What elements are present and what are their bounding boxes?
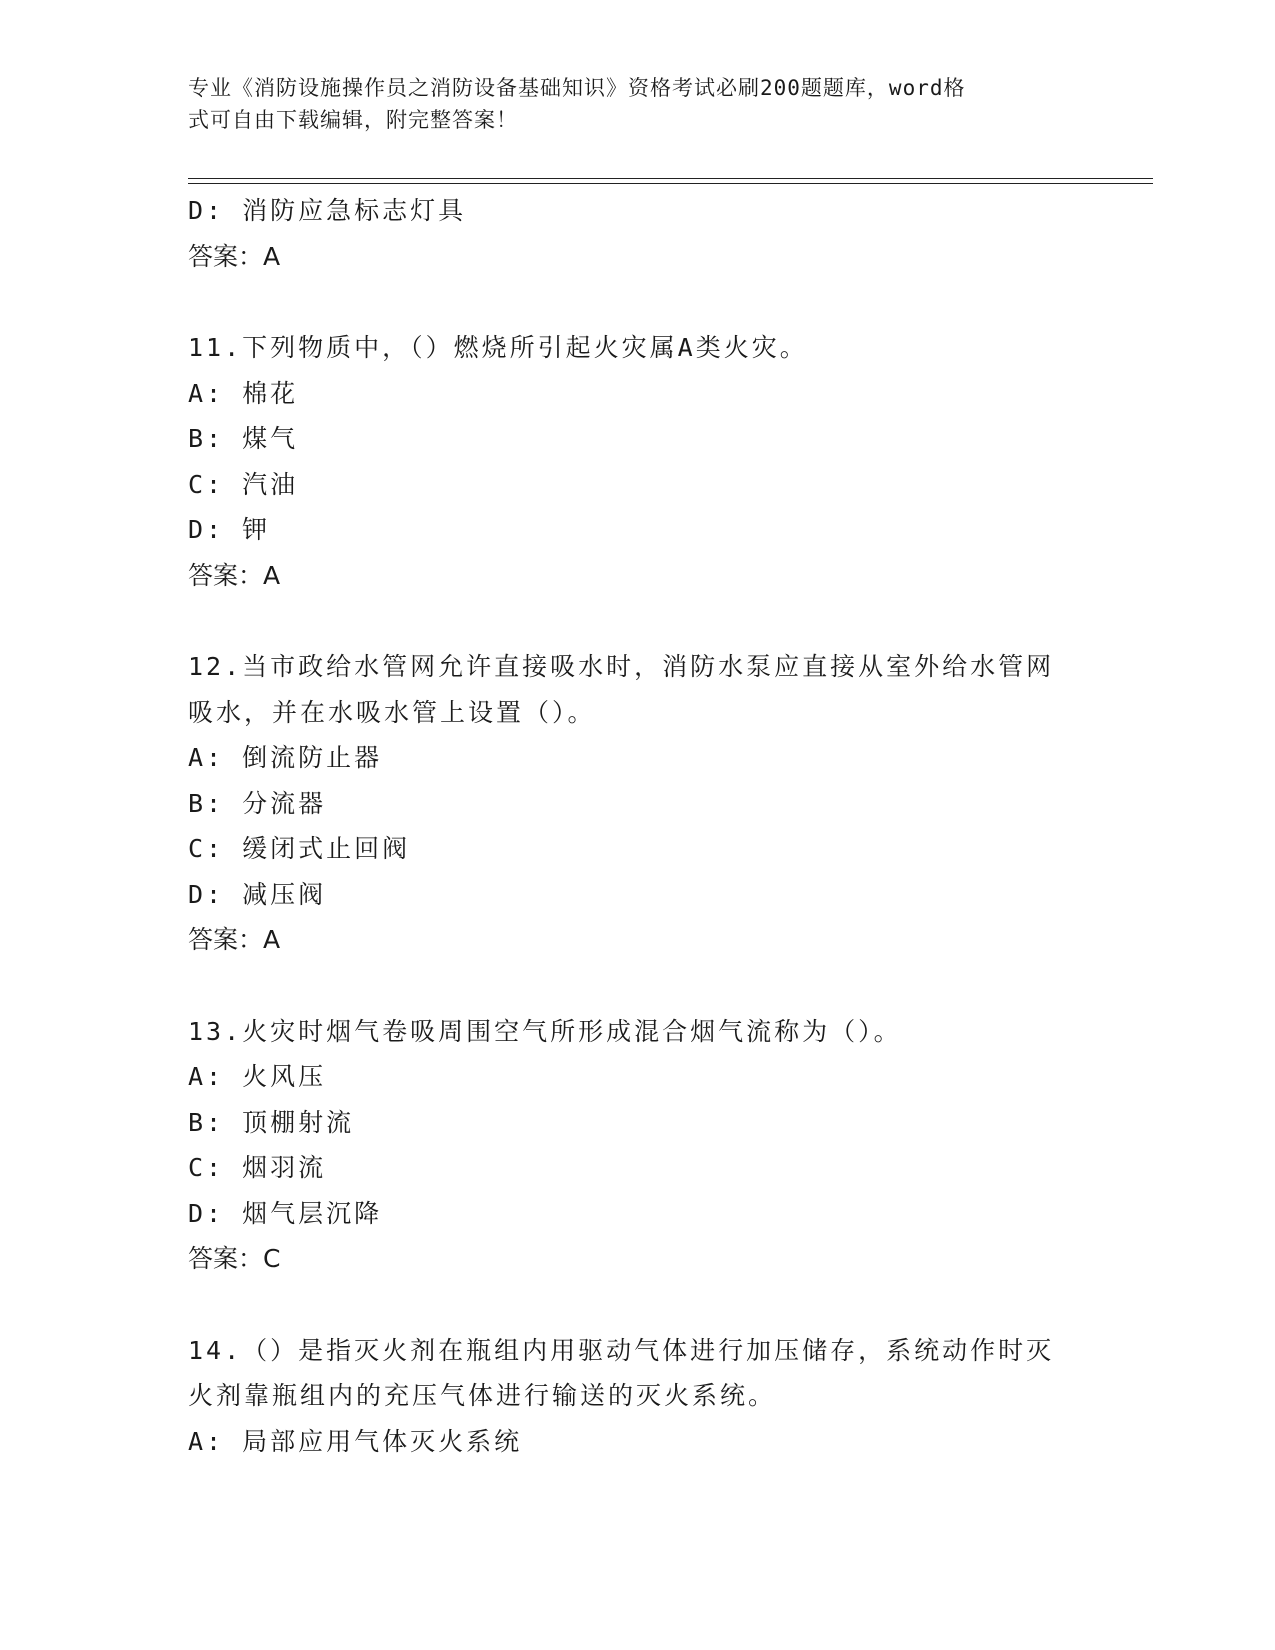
option-b: B: 分流器 xyxy=(188,788,327,818)
answer-line: 答案：C xyxy=(188,1244,281,1273)
question-stem: 11.下列物质中，（）燃烧所引起火灾属A类火灾。 xyxy=(188,333,808,362)
spacer xyxy=(188,963,1088,1009)
option-b: B: 煤气 xyxy=(188,424,299,453)
question-stem: 12.当市政给水管网允许直接吸水时，消防水泵应直接从室外给水管网 xyxy=(188,652,1055,681)
option-a: A: 棉花 xyxy=(188,378,299,408)
header-title-line-2: 式可自由下载编辑，附完整答案！ xyxy=(188,108,518,132)
question-12 xyxy=(188,644,1088,963)
option-d: D: 减压阀 xyxy=(188,879,327,909)
option-b: B: 顶棚射流 xyxy=(188,1107,355,1137)
option-a: A: 倒流防止器 xyxy=(188,743,383,772)
option-d: D: 烟气层沉降 xyxy=(188,1198,383,1228)
header-title-line-1: 专业《消防设施操作员之消防设备基础知识》资格考试必刷200题题库，word格 xyxy=(188,76,966,100)
option-a: A: 火风压 xyxy=(188,1062,327,1091)
question-13 xyxy=(188,1009,1088,1282)
option-c: C: 缓闭式止回阀 xyxy=(188,834,411,863)
question-stem-continued: 吸水，并在水吸水管上设置（）。 xyxy=(188,697,596,727)
answer-line: 答案：A xyxy=(188,560,281,590)
option-c: C: 汽油 xyxy=(188,469,299,499)
question-list xyxy=(188,188,1088,1464)
option-d: D: 消防应急标志灯具 xyxy=(188,196,467,225)
spacer xyxy=(188,279,1088,325)
question-stem: 13.火灾时烟气卷吸周围空气所形成混合烟气流称为（）。 xyxy=(188,1016,902,1046)
option-c: C: 烟羽流 xyxy=(188,1153,327,1182)
header-divider-top xyxy=(188,178,1153,179)
option-d: D: 钾 xyxy=(188,515,271,544)
header-divider-bottom xyxy=(188,183,1153,184)
document-header xyxy=(188,72,1088,136)
question-stem-continued: 火剂靠瓶组内的充压气体进行输送的灭火系统。 xyxy=(188,1381,777,1410)
question-14 xyxy=(188,1328,1088,1465)
option-a: A: 局部应用气体灭火系统 xyxy=(188,1426,523,1456)
question-11 xyxy=(188,325,1088,598)
answer-line: 答案：A xyxy=(188,241,281,271)
answer-line: 答案：A xyxy=(188,925,281,954)
spacer xyxy=(188,1282,1088,1328)
question-stem: 14.（）是指灭火剂在瓶组内用驱动气体进行加压储存，系统动作时灭 xyxy=(188,1335,1055,1365)
spacer xyxy=(188,598,1088,644)
